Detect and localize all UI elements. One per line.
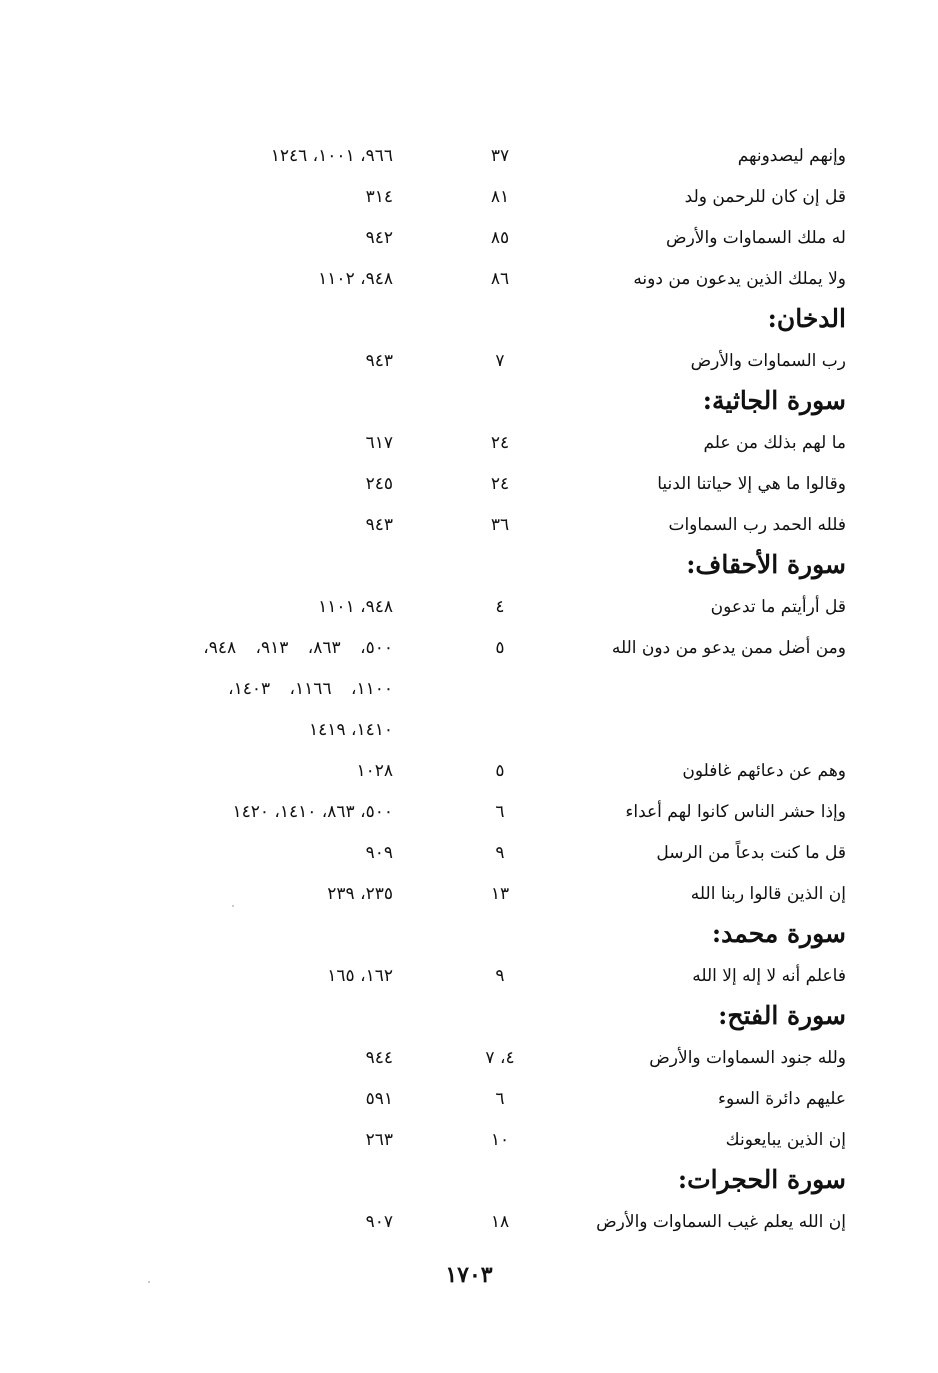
surah-heading-row bbox=[0, 300, 938, 341]
index-entry-row bbox=[0, 628, 938, 669]
verse-text: قل أرأيتم ما تدعون bbox=[710, 597, 846, 617]
index-entry-row bbox=[0, 218, 938, 259]
verse-text: ومن أضل ممن يدعو من دون الله bbox=[611, 638, 846, 658]
index-entry-row bbox=[0, 1038, 938, 1079]
ayah-number: ٦ bbox=[495, 1089, 505, 1109]
index-entry-row bbox=[0, 341, 938, 382]
page-references: ٢٦٣ bbox=[365, 1130, 393, 1150]
page-references: ٩٤٢ bbox=[365, 228, 393, 248]
scan-speck bbox=[232, 905, 234, 907]
index-entry-row bbox=[0, 136, 938, 177]
surah-heading-row bbox=[0, 546, 938, 587]
surah-heading-row bbox=[0, 1161, 938, 1202]
index-entry-row bbox=[0, 505, 938, 546]
verse-text: رب السماوات والأرض bbox=[690, 351, 846, 371]
page-references: ١٠٢٨ bbox=[356, 761, 393, 781]
index-continuation-row bbox=[0, 710, 938, 751]
scan-speck bbox=[148, 1281, 150, 1283]
ayah-number: ٨١ bbox=[490, 187, 510, 207]
page-references: ٢٣٥، ٢٣٩ bbox=[327, 884, 393, 904]
ayah-number: ٩ bbox=[495, 843, 505, 863]
index-entry-row bbox=[0, 1079, 938, 1120]
ayah-number: ٨٥ bbox=[490, 228, 510, 248]
verse-text: قل إن كان للرحمن ولد bbox=[684, 187, 846, 207]
index-entry-row bbox=[0, 792, 938, 833]
surah-heading-row bbox=[0, 997, 938, 1038]
verse-text: إن الله يعلم غيب السماوات والأرض bbox=[596, 1212, 846, 1232]
verse-text: له ملك السماوات والأرض bbox=[666, 228, 846, 248]
verse-text: ولله جنود السماوات والأرض bbox=[649, 1048, 846, 1068]
ayah-number: ١٨ bbox=[490, 1212, 510, 1232]
ayah-number: ٧ bbox=[495, 351, 505, 371]
index-entry-row bbox=[0, 259, 938, 300]
verse-text: إن الذين قالوا ربنا الله bbox=[690, 884, 846, 904]
surah-heading: سورة الحجرات: bbox=[677, 1165, 846, 1194]
index-entry-row bbox=[0, 177, 938, 218]
ayah-number: ٩ bbox=[495, 966, 505, 986]
ayah-number: ٥ bbox=[495, 761, 505, 781]
page-references: ٥٩١ bbox=[365, 1089, 393, 1109]
verse-text: وإذا حشر الناس كانوا لهم أعداء bbox=[625, 802, 846, 822]
ayah-number: ٦ bbox=[495, 802, 505, 822]
ayah-number: ٢٤ bbox=[490, 433, 510, 453]
surah-heading: سورة الجاثية: bbox=[702, 386, 846, 415]
ayah-number: ٣٧ bbox=[490, 146, 510, 166]
index-entry-row bbox=[0, 833, 938, 874]
index-entry-row bbox=[0, 423, 938, 464]
index-entry-row bbox=[0, 1202, 938, 1243]
ayah-number: ١٠ bbox=[490, 1130, 510, 1150]
verse-text: قل ما كنت بدعاً من الرسل bbox=[656, 843, 846, 863]
index-entry-row bbox=[0, 956, 938, 997]
ayah-number: ٤ bbox=[495, 597, 505, 617]
page-references: ١٦٢، ١٦٥ bbox=[327, 966, 393, 986]
verse-text: وإنهم ليصدونهم bbox=[737, 146, 846, 166]
index-entry-row bbox=[0, 587, 938, 628]
verse-text: وقالوا ما هي إلا حياتنا الدنيا bbox=[657, 474, 846, 494]
verse-text: وهم عن دعائهم غافلون bbox=[682, 761, 846, 781]
page-references: ٩٤٣ bbox=[365, 515, 393, 535]
surah-heading-row bbox=[0, 915, 938, 956]
surah-heading: الدخان: bbox=[767, 304, 846, 333]
verse-index-list bbox=[0, 136, 938, 1243]
index-entry-row bbox=[0, 464, 938, 505]
surah-heading: سورة الفتح: bbox=[718, 1001, 846, 1030]
ayah-number: ١٣ bbox=[490, 884, 510, 904]
ayah-number: ٤، ٧ bbox=[485, 1048, 515, 1068]
page-references: ٩٤٨، ١١٠١ bbox=[318, 597, 393, 617]
page-references: ٩٤٨، ١١٠٢ bbox=[318, 269, 393, 289]
page-references: ٩٦٦، ١٠٠١، ١٢٤٦ bbox=[270, 146, 393, 166]
page-references: ٦١٧ bbox=[365, 433, 393, 453]
page-references: ١٤١٠، ١٤١٩ bbox=[309, 720, 393, 740]
page-number: ١٧٠٣ bbox=[445, 1262, 493, 1288]
surah-heading-row bbox=[0, 382, 938, 423]
page-references: ٢٤٥ bbox=[365, 474, 393, 494]
verse-text: فلله الحمد رب السماوات bbox=[668, 515, 846, 535]
verse-text: ما لهم بذلك من علم bbox=[703, 433, 846, 453]
verse-text: عليهم دائرة السوء bbox=[717, 1089, 846, 1109]
ayah-number: ٥ bbox=[495, 638, 505, 658]
page-references: ١١٠٠، ١١٦٦، ١٤٠٣، bbox=[228, 679, 393, 699]
page-references: ٥٠٠، ٨٦٣، ٩١٣، ٩٤٨، bbox=[203, 638, 393, 658]
ayah-number: ٨٦ bbox=[490, 269, 510, 289]
index-entry-row bbox=[0, 874, 938, 915]
verse-text: ولا يملك الذين يدعون من دونه bbox=[633, 269, 846, 289]
ayah-number: ٣٦ bbox=[490, 515, 510, 535]
page-references: ٥٠٠، ٨٦٣، ١٤١٠، ١٤٢٠ bbox=[232, 802, 393, 822]
verse-text: إن الذين يبايعونك bbox=[725, 1130, 846, 1150]
page-references: ٩٤٣ bbox=[365, 351, 393, 371]
index-entry-row bbox=[0, 751, 938, 792]
verse-text: فاعلم أنه لا إله إلا الله bbox=[692, 966, 846, 986]
index-entry-row bbox=[0, 1120, 938, 1161]
index-continuation-row bbox=[0, 669, 938, 710]
page-references: ٣١٤ bbox=[365, 187, 393, 207]
page-references: ٩٠٩ bbox=[365, 843, 393, 863]
surah-heading: سورة محمد: bbox=[711, 919, 846, 948]
ayah-number: ٢٤ bbox=[490, 474, 510, 494]
page-references: ٩٠٧ bbox=[365, 1212, 393, 1232]
page-references: ٩٤٤ bbox=[365, 1048, 393, 1068]
surah-heading: سورة الأحقاف: bbox=[686, 550, 846, 579]
